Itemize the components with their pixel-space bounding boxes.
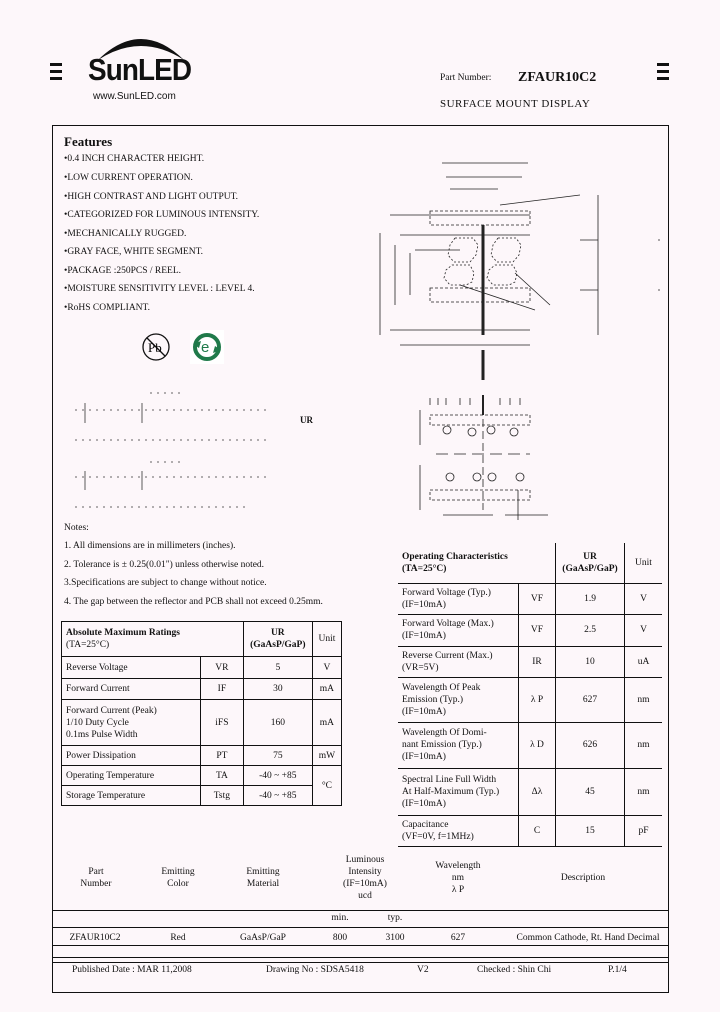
table-row [398, 722, 662, 768]
param: 1/10 Duty Cycle [66, 717, 129, 728]
param: Reverse Voltage [62, 657, 201, 679]
table-row [62, 657, 342, 679]
feature-item: •HIGH CONTRAST AND LIGHT OUTPUT. [64, 192, 239, 202]
table-row [398, 614, 662, 646]
table-row [62, 700, 342, 746]
value: 160 [243, 700, 312, 746]
note-item: 2. Tolerance is ± 0.25(0.01") unless otherwise noted. [64, 560, 265, 570]
published-date: Published Date : MAR 11,2008 [72, 965, 192, 975]
package-dimension-drawing [370, 145, 660, 525]
symbol: VR [201, 657, 244, 679]
table-title: Absolute Maximum Ratings [66, 628, 181, 638]
divider [52, 962, 668, 963]
symbol: VF [519, 583, 556, 614]
symbol: iFS [201, 700, 244, 746]
feature-item: •MECHANICALLY RUGGED. [64, 229, 187, 239]
notes-title: Notes: [64, 523, 89, 533]
symbol: PT [201, 746, 244, 766]
value: 627 [556, 677, 625, 722]
symbol: VF [519, 614, 556, 646]
unit: V [312, 657, 341, 679]
param: (IF=10mA) [402, 752, 446, 762]
param: Reverse Current (Max.) [402, 650, 493, 661]
header-description: Description [560, 873, 606, 883]
param: (IF=10mA) [402, 631, 446, 641]
part-number: ZFAUR10C2 [518, 70, 597, 85]
param: Forward Voltage (Typ.) [402, 587, 491, 598]
brand-url: www.SunLED.com [93, 91, 176, 102]
unit: uA [625, 646, 663, 677]
row-material: GaAsP/GaP [240, 933, 286, 943]
value: 2.5 [556, 614, 625, 646]
param: (VR=5V) [402, 662, 439, 673]
svg-text:Pb: Pb [148, 340, 162, 355]
param: (VF=0V, f=1MHz) [402, 831, 474, 842]
feature-item: •PACKAGE :250PCS / REEL. [64, 266, 181, 276]
row-part-number: ZFAUR10C2 [69, 933, 121, 943]
unit: V [625, 583, 663, 614]
param: Spectral Line Full Width [402, 774, 497, 785]
unit: mW [312, 746, 341, 766]
feature-item: •GRAY FACE, WHITE SEGMENT. [64, 247, 204, 257]
param: Wavelength Of Peak [402, 682, 481, 693]
part-number-label: Part Number: [440, 73, 492, 83]
value: 1.9 [556, 583, 625, 614]
pin-diagram-label: UR [300, 415, 313, 425]
param: (IF=10mA) [402, 798, 446, 809]
value: 15 [556, 815, 625, 846]
param: 0.1ms Pulse Width [66, 729, 138, 740]
param: Storage Temperature [62, 786, 201, 806]
param: Power Dissipation [62, 746, 201, 766]
value: -40 ~ +85 [243, 786, 312, 806]
feature-item: •0.4 INCH CHARACTER HEIGHT. [64, 154, 205, 164]
table-row [398, 677, 662, 722]
header-min: min. [331, 913, 349, 923]
param: Forward Current (Peak) [66, 705, 157, 716]
col-material: (GaAsP/GaP) [562, 563, 618, 574]
table-row [398, 583, 662, 614]
param: Capacitance [402, 819, 449, 830]
col-unit: Unit [625, 543, 663, 583]
table-condition: (TA=25°C) [66, 640, 110, 650]
svg-text:e: e [201, 339, 210, 356]
unit: V [625, 614, 663, 646]
absolute-max-ratings-table [61, 621, 342, 806]
table-row [398, 815, 662, 846]
header-wavelength: Wavelength nm λ P [435, 861, 481, 895]
col-ur: UR [270, 628, 285, 638]
value: 10 [556, 646, 625, 677]
unit: mA [312, 700, 341, 746]
value: -40 ~ +85 [243, 766, 312, 786]
row-color: Red [170, 933, 186, 943]
operating-characteristics-table [398, 543, 662, 847]
table-row [62, 766, 342, 786]
symbol: IR [519, 646, 556, 677]
value: 5 [243, 657, 312, 679]
symbol: Δλ [519, 768, 556, 815]
param: (IF=10mA) [402, 599, 446, 610]
row-min: 800 [332, 933, 348, 943]
symbol: TA [201, 766, 244, 786]
header-part-number: Part Number [80, 867, 112, 889]
value: 75 [243, 746, 312, 766]
col-ur: UR [583, 551, 597, 562]
col-material: (GaAsP/GaP) [250, 640, 306, 650]
unit: °C [312, 766, 341, 806]
right-marker-icon [657, 63, 669, 81]
feature-item: •LOW CURRENT OPERATION. [64, 173, 193, 183]
divider [52, 957, 668, 958]
symbol: λ D [519, 722, 556, 768]
table-condition: (TA=25°C) [402, 563, 447, 574]
value: 626 [556, 722, 625, 768]
features-title: Features [64, 134, 113, 149]
param: Forward Current [62, 679, 201, 700]
left-marker-icon [50, 63, 62, 81]
param: Operating Temperature [62, 766, 201, 786]
param: Emission (Typ.) [402, 694, 464, 705]
unit: nm [625, 722, 663, 768]
symbol: C [519, 815, 556, 846]
note-item: 4. The gap between the reflector and PCB shall not exceed 0.25mm. [64, 597, 323, 607]
product-subtitle: SURFACE MOUNT DISPLAY [440, 98, 591, 110]
table-title: Operating Characteristics [402, 551, 508, 562]
rohs-e-icon [190, 330, 224, 364]
table-row [398, 646, 662, 677]
version: V2 [417, 965, 429, 975]
row-typ: 3100 [385, 933, 405, 943]
unit: mA [312, 679, 341, 700]
table-row [62, 746, 342, 766]
divider [52, 910, 668, 911]
param: Forward Voltage (Max.) [402, 619, 494, 629]
unit: nm [625, 768, 663, 815]
param: (IF=10mA) [402, 706, 446, 717]
header-luminous-intensity: Luminous Intensity (IF=10mA) ucd [343, 855, 387, 901]
header-emitting-color: Emitting Color [161, 867, 195, 889]
row-wavelength: 627 [450, 933, 466, 943]
feature-item: •RoHS COMPLIANT. [64, 303, 151, 313]
row-description: Common Cathode, Rt. Hand Decimal [516, 933, 660, 943]
page-number: P.1/4 [608, 965, 627, 975]
col-unit: Unit [312, 622, 341, 657]
feature-item: •MOISTURE SENSITIVITY LEVEL : LEVEL 4. [64, 284, 255, 294]
header-typ: typ. [387, 913, 403, 923]
divider [52, 927, 668, 928]
table-row [398, 768, 662, 815]
param: nant Emission (Typ.) [402, 740, 482, 750]
pb-free-icon [141, 332, 171, 362]
symbol: Tstg [201, 786, 244, 806]
drawing-number: Drawing No : SDSA5418 [266, 965, 364, 975]
param: At Half-Maximum (Typ.) [402, 786, 500, 797]
symbol: IF [201, 679, 244, 700]
pin-connection-diagram [70, 385, 290, 510]
value: 45 [556, 768, 625, 815]
note-item: 1. All dimensions are in millimeters (inches). [64, 541, 236, 551]
symbol: λ P [519, 677, 556, 722]
header-emitting-material: Emitting Material [246, 867, 280, 889]
feature-item: •CATEGORIZED FOR LUMINOUS INTENSITY. [64, 210, 260, 220]
param: Wavelength Of Domi- [402, 728, 487, 738]
note-item: 3.Specifications are subject to change without notice. [64, 578, 267, 588]
brand-logo: SunLED [88, 52, 192, 87]
table-row [62, 786, 342, 806]
value: 30 [243, 679, 312, 700]
unit: nm [625, 677, 663, 722]
checked-by: Checked : Shin Chi [477, 965, 552, 975]
table-row [62, 679, 342, 700]
unit: pF [625, 815, 663, 846]
divider [52, 945, 668, 946]
